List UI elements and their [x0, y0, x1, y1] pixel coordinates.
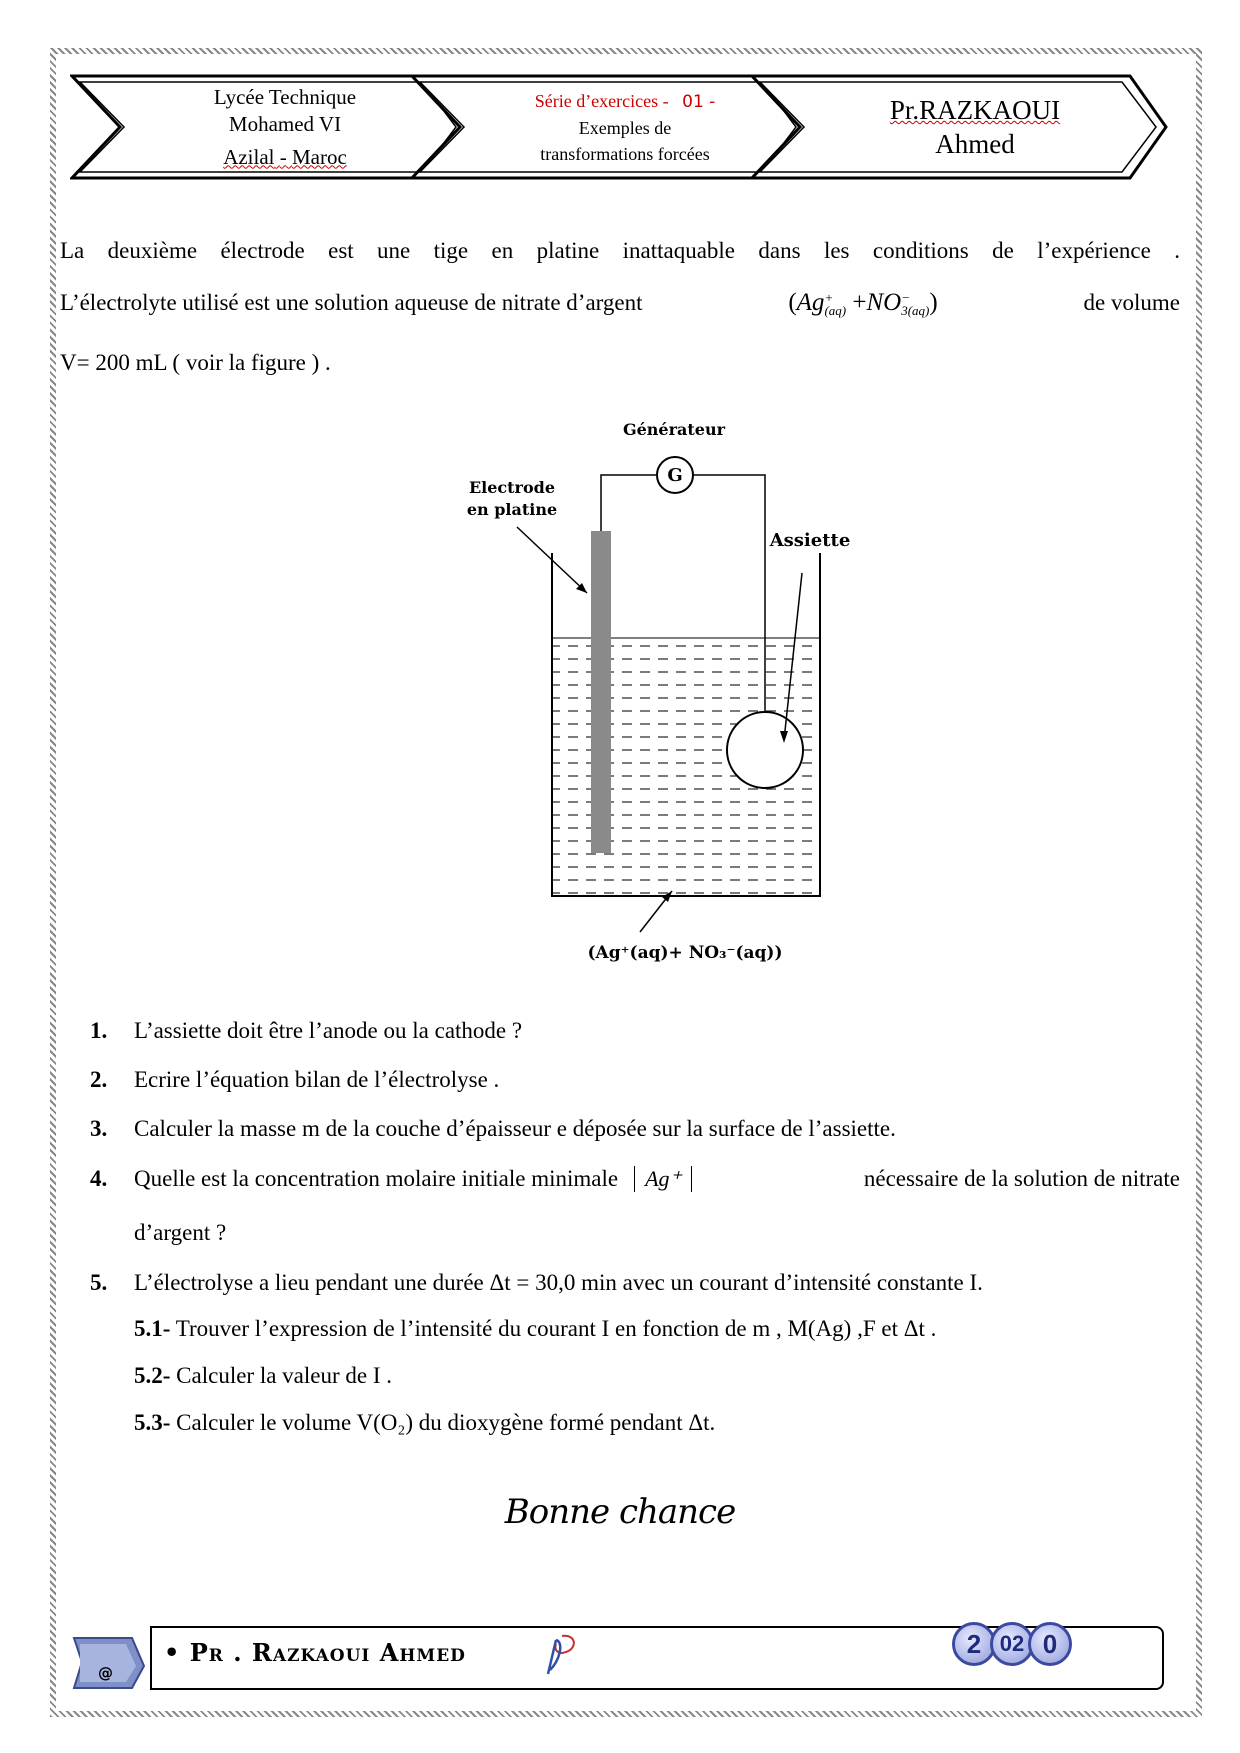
question-text: Calculer la masse m de la couche d’épaisseur e déposée sur la surface de l’assiette.	[134, 1116, 896, 1141]
bracket-content: Ag⁺	[645, 1166, 682, 1191]
year-digit: 02	[990, 1622, 1034, 1666]
year-digit: 2	[952, 1622, 996, 1666]
series-title	[535, 88, 716, 115]
generator-symbol: G	[667, 465, 683, 486]
platinum-electrode	[591, 531, 611, 853]
topic-line2: transformations forcées	[540, 143, 710, 164]
question-text-after: nécessaire de la solution de nitrate	[863, 1166, 1180, 1191]
footer-name: • Pr . Razkaoui Ahmed	[164, 1638, 466, 1667]
question-number: 3.	[90, 1116, 108, 1141]
intro-line3: V= 200 mL ( voir la figure ) .	[60, 350, 331, 375]
school-line1: Lycée Technique	[213, 84, 357, 109]
logo-icon	[542, 1630, 582, 1680]
year-digit: 0	[1028, 1622, 1072, 1666]
subquestion-number: 5.2-	[134, 1363, 171, 1388]
formula-close: )	[929, 289, 938, 316]
series-number: 01 -	[682, 91, 716, 112]
teacher-line2: Ahmed	[935, 129, 1015, 159]
subquestion-text: Calculer le volume V(O₂) du dioxygène formé pendant Δt.	[176, 1410, 716, 1435]
intro-line2-before: L’électrolyte utilisé est une solution aqueuse de nitrate d’argent	[60, 290, 643, 315]
school-location	[223, 144, 347, 171]
location-sep: -	[279, 144, 287, 169]
question-number: 5.	[90, 1270, 108, 1295]
formula-no-sub: 3(aq)	[901, 303, 930, 319]
intro-line1: La deuxième électrode est une tige en platine inattaquable dans les conditions de l’expérience .	[60, 238, 1180, 263]
question-text-before: Quelle est la concentration molaire initiale minimale	[134, 1166, 619, 1191]
question-number: 4.	[90, 1166, 108, 1191]
question-text: L’électrolyse a lieu pendant une durée Δt = 30,0 min avec un courant d’intensité constante I.	[134, 1270, 983, 1295]
plate-label: Assiette	[769, 530, 851, 551]
subquestion-5-1	[134, 1316, 936, 1342]
question-4-line2: d’argent ?	[134, 1220, 227, 1245]
series-label: Série d’exercices -	[534, 90, 669, 111]
question-text: Ecrire l’équation bilan de l’électrolyse .	[134, 1067, 500, 1092]
header-teacher-box	[750, 72, 1170, 182]
question-number: 2.	[90, 1067, 108, 1092]
formula-ag-sub: (aq)	[824, 303, 847, 319]
electrode-label-line2: en platine	[466, 500, 558, 519]
formula-ag-sup: +	[824, 290, 834, 306]
formula-no-sup: −	[901, 290, 910, 306]
subquestion-5-2	[134, 1363, 392, 1389]
concentration-bracket	[634, 1166, 692, 1192]
question-4	[90, 1166, 1180, 1192]
intro-line2	[60, 288, 1180, 318]
question-number: 1.	[90, 1018, 108, 1043]
electrolyte-formula	[788, 288, 937, 318]
year-badge	[952, 1622, 1066, 1668]
topic-line1: Exemples de	[578, 117, 672, 138]
school-line2: Mohamed VI	[228, 111, 342, 136]
location-country: Maroc	[292, 144, 347, 169]
subquestion-5-3	[134, 1410, 715, 1436]
at-symbol: @	[98, 1664, 113, 1682]
question-3	[90, 1116, 896, 1142]
formula-ag: Ag	[796, 289, 825, 316]
question-2	[90, 1067, 499, 1093]
closing-message: Bonne chance	[504, 1492, 736, 1532]
formula-plus: +	[846, 289, 867, 316]
question-1	[90, 1018, 522, 1044]
formula-open: (	[788, 289, 797, 316]
teacher-line1: Pr.RAZKAOUI	[889, 95, 1061, 125]
footer	[72, 1618, 1172, 1698]
subquestion-text: Calculer la valeur de I .	[176, 1363, 393, 1388]
solution-label: (Ag⁺(aq)+ NO₃⁻(aq))	[587, 943, 783, 963]
subquestion-number: 5.3-	[134, 1410, 171, 1435]
subquestion-number: 5.1-	[134, 1316, 171, 1341]
question-5	[90, 1270, 983, 1296]
header	[70, 72, 1170, 182]
electrolysis-figure	[440, 405, 900, 975]
formula-no: NO	[866, 289, 902, 316]
subquestion-text: Trouver l’expression de l’intensité du courant I en fonction de m , M(Ag) ,F et Δt .	[175, 1316, 937, 1341]
generator-label: Générateur	[622, 420, 726, 439]
question-text: L’assiette doit être l’anode ou la cathode ?	[134, 1018, 523, 1043]
location-city: Azilal	[223, 144, 275, 169]
electrode-label-line1: Electrode	[468, 478, 556, 497]
plate-assiette	[727, 712, 803, 788]
intro-line2-after: de volume	[1083, 290, 1180, 315]
